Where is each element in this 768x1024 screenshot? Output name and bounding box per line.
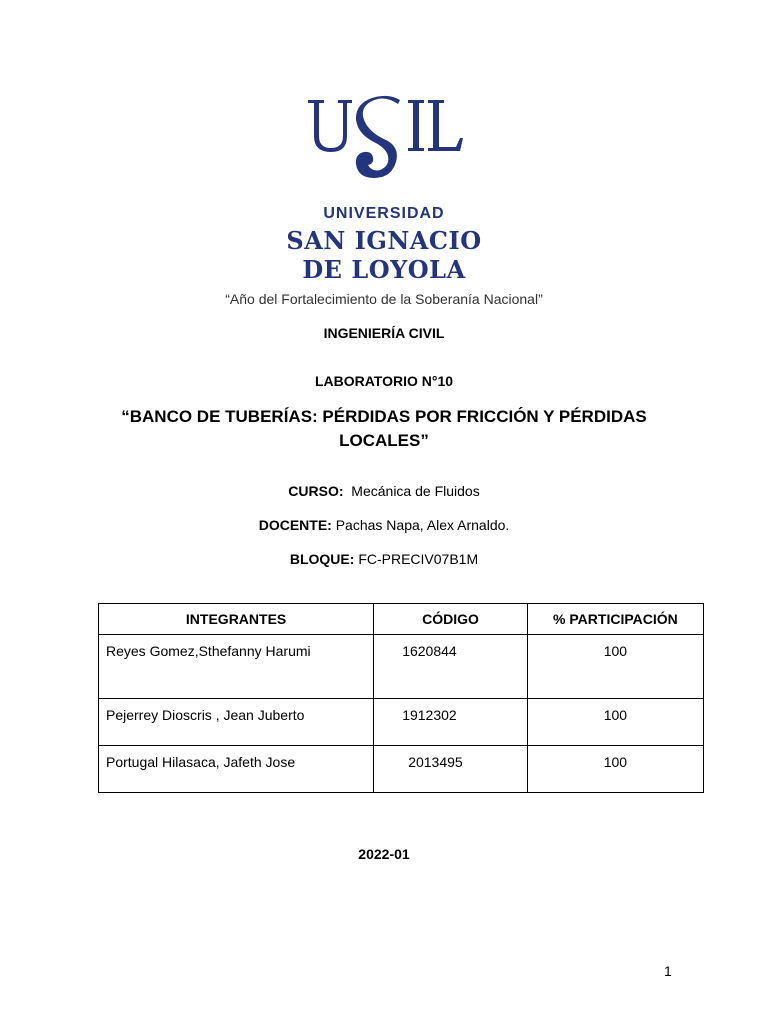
teacher-value: Pachas Napa, Alex Arnaldo. [335,517,510,533]
lab-number: LABORATORIO N°10 [314,373,454,389]
university-line-2: SAN IGNACIO [286,226,482,255]
member-name: Portugal Hilasaca, Jafeth Jose [99,746,374,793]
report-title [84,405,684,453]
report-title-line-2: LOCALES” [339,431,429,450]
header-participacion: % PARTICIPACIÓN [527,604,703,635]
career: INGENIERÍA CIVIL [323,325,445,341]
block-value: FC-PRECIV07B1M [358,551,479,567]
block-label: BLOQUE: [289,551,355,567]
report-date: 2022-01 [358,846,410,862]
member-name: Reyes Gomez,Sthefanny Harumi [99,635,374,699]
course-value: Mecánica de Fluidos [351,483,480,499]
member-code: 2013495 [374,746,528,793]
course-line [0,483,768,499]
member-participation: 100 [527,635,703,699]
member-code: 1912302 [374,699,528,746]
table-row [99,635,704,699]
usil-logo [298,92,478,188]
table-row [99,699,704,746]
page-number: 1 [664,963,672,979]
teacher-line [0,517,768,533]
report-title-line-1: “BANCO DE TUBERÍAS: PÉRDIDAS POR FRICCIÓN Y PÉRDIDAS [121,407,647,426]
block-line [0,551,768,567]
motto: “Año del Fortalecimiento de la Soberanía Nacional” [225,291,543,307]
course-label: CURSO: [288,483,344,499]
header-codigo: CÓDIGO [374,604,528,635]
university-line-1: UNIVERSIDAD [323,205,445,222]
members-table [98,603,704,793]
teacher-label: DOCENTE: [258,517,332,533]
member-participation: 100 [527,746,703,793]
member-name: Pejerrey Dioscris , Jean Juberto [99,699,374,746]
table-header-row [99,604,704,635]
usil-logo-mark [298,92,478,188]
table-row [99,746,704,793]
member-code: 1620844 [374,635,528,699]
header-integrantes: INTEGRANTES [99,604,374,635]
member-participation: 100 [527,699,703,746]
university-line-3: DE LOYOLA [302,255,466,284]
